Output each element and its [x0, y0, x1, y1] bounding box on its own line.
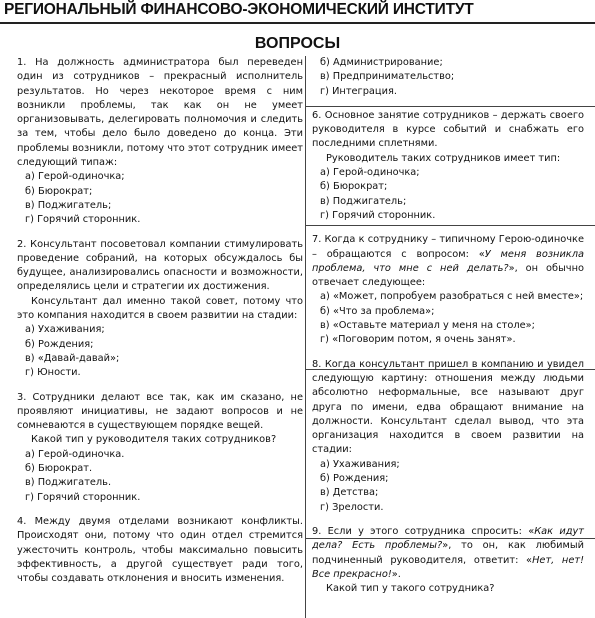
answer-option: г) Горячий сторонник.	[25, 214, 141, 226]
answer-option: в) Предпринимательство;	[320, 71, 455, 83]
answer-option: г) Зрелости.	[320, 501, 384, 513]
quoted-question: У меня возникла проблема, что мне с ней делать?	[312, 248, 584, 274]
answer-option: в) Поджигатель;	[25, 199, 112, 211]
question-text-part: », то он, как любимый подчиненный руководителя, ответит: «	[312, 540, 585, 566]
answer-option: а) Герой-одиночка;	[320, 167, 420, 179]
quoted-question: Как идут дела? Есть проблемы?	[312, 525, 584, 552]
answer-option: а) Ухаживания;	[320, 458, 400, 470]
question-6	[312, 109, 584, 223]
answer-option: б) Рождения;	[25, 338, 94, 350]
answer-option: б) Бюрократ;	[25, 185, 93, 197]
question-1	[17, 56, 303, 228]
question-text: 1. На должность администратора был переведен один из сотрудников – прекрасный исполнитель результатов. Но через некоторое время с ним возникли проблемы, так как он не умеет организовывать, делегировать полномочия и следить за тем, чтобы дело было доведено до конца. Эти проблемы возникли, потому что этот сотрудник имеет следующий типаж:	[17, 57, 303, 169]
answer-option: г) Юности.	[25, 367, 81, 379]
question-text: 6. Основное занятие сотрудников – держать своего руководителя в курсе событий и снабжать его последними сплетнями.	[312, 109, 584, 150]
question-text	[312, 525, 584, 582]
question-2	[17, 238, 303, 381]
question-5-continued	[312, 56, 584, 99]
question-3	[17, 391, 303, 505]
question-7	[312, 233, 584, 347]
answer-option: б) Рождения;	[320, 473, 389, 485]
question-text: 8. Когда консультант пришел в компанию и увидел следующую картину: отношения между людьми абсолютно неформальные, все называют друг друга по имени, едва обращают внимание на должности. Консультант сделал вывод, что эта организация находится в своем развитии на стадии:	[312, 358, 584, 456]
right-column	[312, 56, 584, 606]
answer-option: а) «Может, попробуем разобраться с ней вместе»;	[320, 291, 584, 303]
answer-option: а) Герой-одиночка;	[25, 171, 125, 183]
question-text-part: », он обычно отвечает следующее:	[312, 262, 584, 289]
question-8	[312, 358, 584, 515]
institute-name: РЕГИОНАЛЬНЫЙ ФИНАНСОВО-ЭКОНОМИЧЕСКИЙ ИНСТИТУТ	[4, 1, 474, 18]
question-text-part: 7. Когда к сотруднику – типичному Герою-одиночке – обращаются с вопросом: «	[312, 234, 584, 260]
question-text	[312, 233, 584, 290]
question-text-part: ».	[391, 568, 401, 580]
question-text: 3. Сотрудники делают все так, как им сказано, не проявляют инициативы, не задают вопросов и не сомневаются в существующем порядке вещей.	[17, 391, 303, 432]
answer-option: а) Ухаживания;	[25, 324, 105, 336]
answer-option: б) Администрирование;	[320, 57, 443, 68]
column-divider	[305, 56, 306, 618]
quoted-answer: Нет, нет! Все прекрасно!	[312, 554, 584, 580]
answer-option: в) «Давай-давай»;	[25, 352, 120, 364]
answer-option: в) «Оставьте материал у меня на столе»;	[320, 320, 535, 332]
answer-option: в) Поджигатель;	[320, 195, 407, 207]
answer-option: б) «Что за проблема»;	[320, 305, 435, 317]
answer-option: а) Герой-одиночка.	[25, 448, 125, 460]
question-9	[312, 525, 584, 596]
question-4	[17, 515, 303, 586]
left-column	[17, 56, 303, 596]
page-title: ВОПРОСЫ	[254, 35, 341, 52]
answer-option: в) Поджигатель.	[25, 477, 112, 489]
answer-option: г) Горячий сторонник.	[25, 491, 141, 503]
answer-option: г) Интеграция.	[320, 85, 397, 97]
header-rule	[0, 22, 595, 24]
answer-option: г) Горячий сторонник.	[320, 209, 436, 221]
answer-option: б) Бюрократ;	[320, 181, 388, 193]
answer-option: б) Бюрократ.	[25, 463, 93, 475]
answer-option: г) «Поговорим потом, я очень занят».	[320, 334, 516, 346]
question-subtext: Руководитель таких сотрудников имеет тип:	[326, 152, 561, 164]
question-subtext: Какой тип у такого сотрудника?	[326, 583, 495, 595]
question-text: 2. Консультант посоветовал компании стимулировать проведение собраний, на которых обсуждалось бы будущее, анализировались опасности и возможности, определялись цели и стратегии их достижения.	[17, 238, 303, 293]
question-text: 4. Между двумя отделами возникают конфликты. Происходят они, потому что один отдел стремится ужесточить контроль, чтобы максимально повысить эффективность, а другой существует ради того, чтобы создавать отклонения и вносить изменения.	[17, 515, 303, 585]
question-subtext: Консультант дал именно такой совет, потому что это компания находится в своем развитии на стадии:	[17, 295, 303, 322]
question-subtext: Какой тип у руководителя таких сотрудников?	[31, 434, 277, 446]
answer-option: в) Детства;	[320, 487, 379, 499]
question-text-part: 9. Если у этого сотрудника спросить: «	[312, 525, 535, 537]
